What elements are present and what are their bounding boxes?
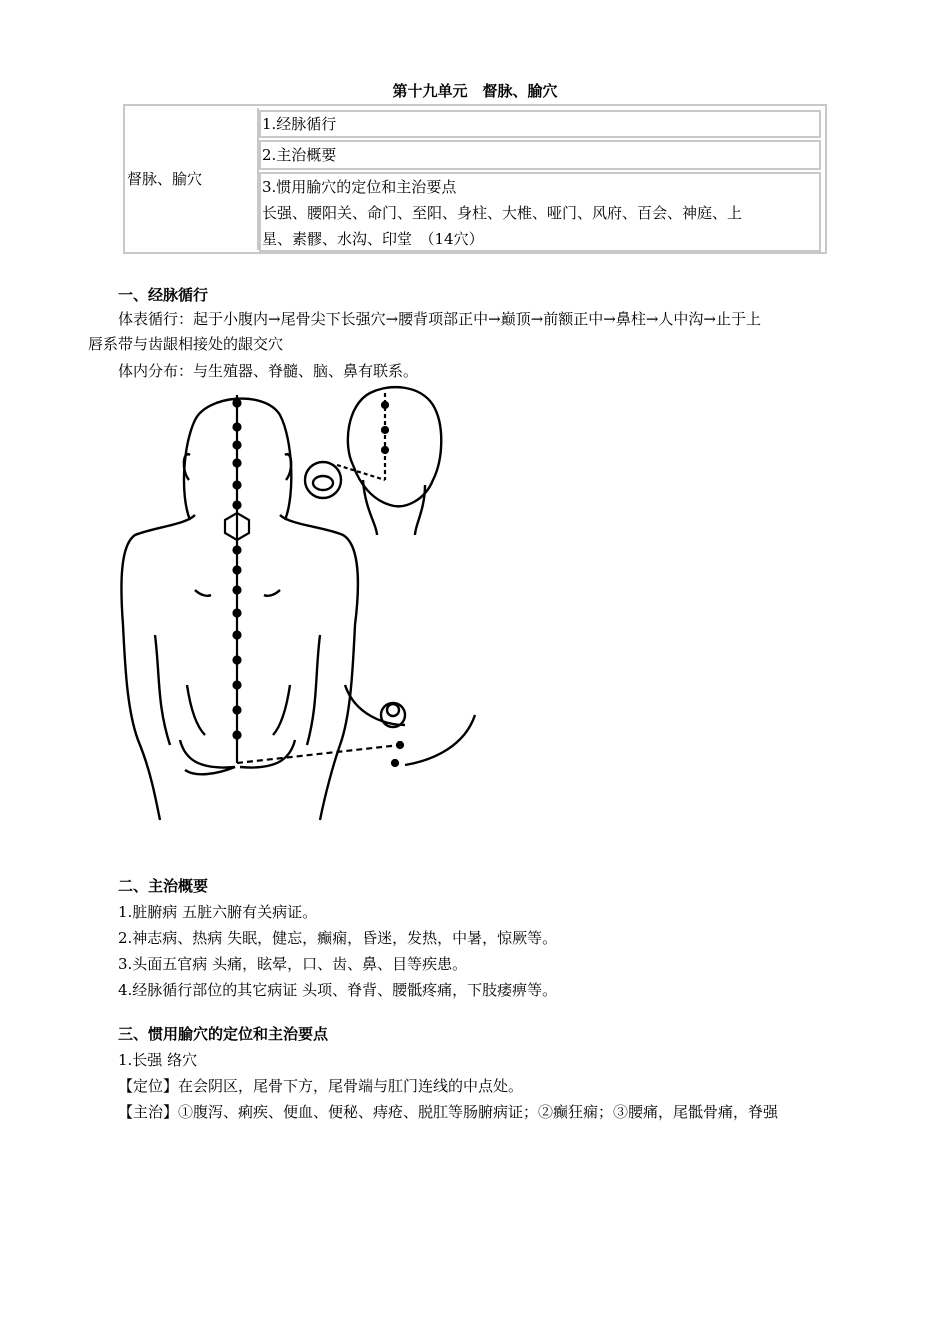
section1-line3: 体内分布：与生殖器、脊髓、脑、鼻有联系。 xyxy=(118,362,419,380)
outline-row-3-line1: 长强、腰阳关、命门、至阳、身柱、大椎、哑门、风府、百会、神庭、上 xyxy=(262,204,743,222)
outline-row-1: 1.经脉循行 xyxy=(259,110,821,138)
section1-heading: 一、经脉循行 xyxy=(118,286,209,304)
outline-row-2: 2.主治概要 xyxy=(259,140,821,170)
section3-indication: 【主治】①腹泻、痢疾、便血、便秘、痔疮、脱肛等肠腑病证；②癫狂痫；③腰痛，尾骶骨痛，脊强 xyxy=(118,1103,779,1121)
section2-item-3: 3.头面五官病 头痛，眩晕，口、齿、鼻、目等疾患。 xyxy=(118,955,468,973)
section2-item-2: 2.神志病、热病 失眠，健忘，癫痫，昏迷，发热，中暑，惊厥等。 xyxy=(118,929,558,947)
section1-line2: 唇系带与齿龈相接处的龈交穴 xyxy=(88,335,284,353)
outline-row-3-title: 3.惯用腧穴的定位和主治要点 xyxy=(262,178,457,196)
section3-location: 【定位】在会阴区，尾骨下方，尾骨端与肛门连线的中点处。 xyxy=(118,1077,524,1095)
page-title: 第十九单元 督脉、腧穴 xyxy=(392,82,558,100)
section2-item-1: 1.脏腑病 五脏六腑有关病证。 xyxy=(118,903,318,921)
outline-table xyxy=(123,104,827,254)
governor-vessel-illustration xyxy=(115,385,485,825)
outline-left-cell: 督脉、腧穴 xyxy=(127,108,259,250)
outline-row-3-line2: 星、素髎、水沟、印堂 （14穴） xyxy=(262,230,484,248)
section1-line1: 体表循行：起于小腹内→尾骨尖下长强穴→腰背项部正中→巅顶→前额正中→鼻柱→人中沟→止于上 xyxy=(118,310,761,328)
section3-heading: 三、惯用腧穴的定位和主治要点 xyxy=(118,1025,329,1043)
outline-row-3 xyxy=(259,172,821,252)
section2-heading: 二、主治概要 xyxy=(118,877,209,895)
section2-item-4: 4.经脉循行部位的其它病证 头项、脊背、腰骶疼痛，下肢痿痹等。 xyxy=(118,981,558,999)
section3-item-title: 1.长强 络穴 xyxy=(118,1051,198,1069)
